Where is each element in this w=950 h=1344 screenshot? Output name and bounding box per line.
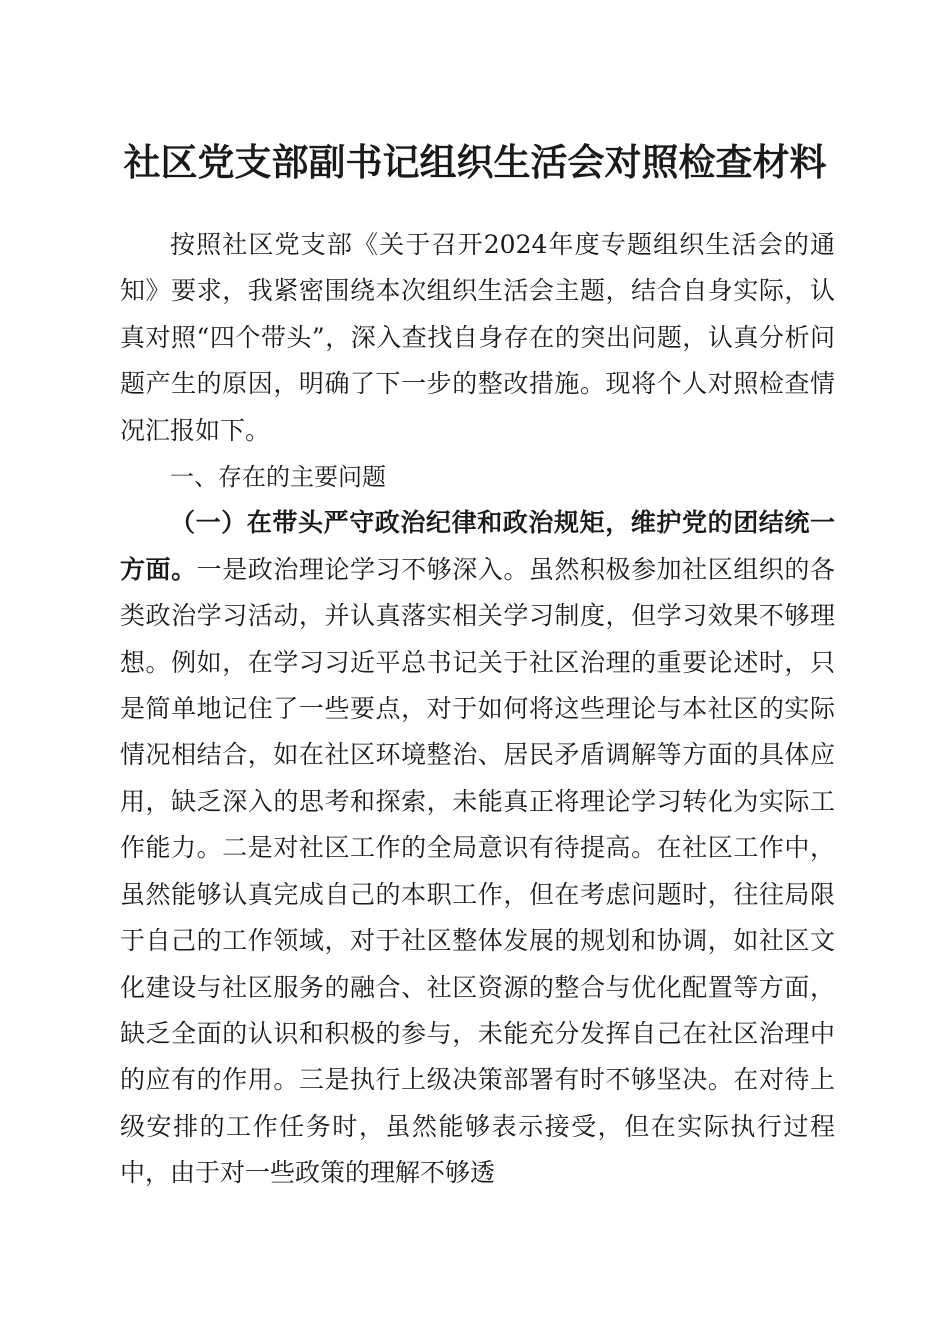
item-body-1: 一是政治理论学习不够深入。虽然积极参加社区组织的各类政治学习活动，并认真落实相关学习制度，但学习效果不够理想。例如，在学习习近平总书记关于社区治理的重要论述时，只是简单地记住了一些要点，对于如何将这些理论与本社区的实际情况相结合，如在社区环境整治、居民矛盾调解等方面的具体应用，缺乏深入的思考和探索，未能真正将理论学习转化为实际工作能力。二是对社区工作的全局意识有待提高。在社区工作中，虽然能够认真完成自己的本职工作，但在考虑问题时，往往局限于自己的工作领域，对于社区整体发展的规划和协调，如社区文化建设与社区服务的融合、社区资源的整合与优化配置等方面，缺乏全面的认识和积极的参与，未能充分发挥自己在社区治理中的应有的作用。三是执行上级决策部署有时不够坚决。在对待上级安排的工作任务时，虽然能够表示接受，但在实际执行过程中，由于对一些政策的理解不够透 bbox=[120, 554, 835, 1188]
item-lead-1: （一）在带头严守政治纪律和政治规矩，维护党的团结统一方面。 bbox=[120, 508, 835, 584]
intro-paragraph: 按照社区党支部《关于召开2024年度专题组织生活会的通知》要求，我紧密围绕本次组织生活会主题，结合自身实际，认真对照“四个带头”，深入查找自身存在的突出问题，认真分析问题产生的原因，明确了下一步的整改措施。现将个人对照检查情况汇报如下。 bbox=[120, 230, 835, 445]
section-heading-problems: 一、存在的主要问题 bbox=[170, 463, 386, 492]
item-paragraph-1 bbox=[120, 500, 835, 1196]
document-body bbox=[120, 222, 835, 1197]
document-title: 社区党支部副书记组织生活会对照检查材料 bbox=[123, 140, 827, 184]
